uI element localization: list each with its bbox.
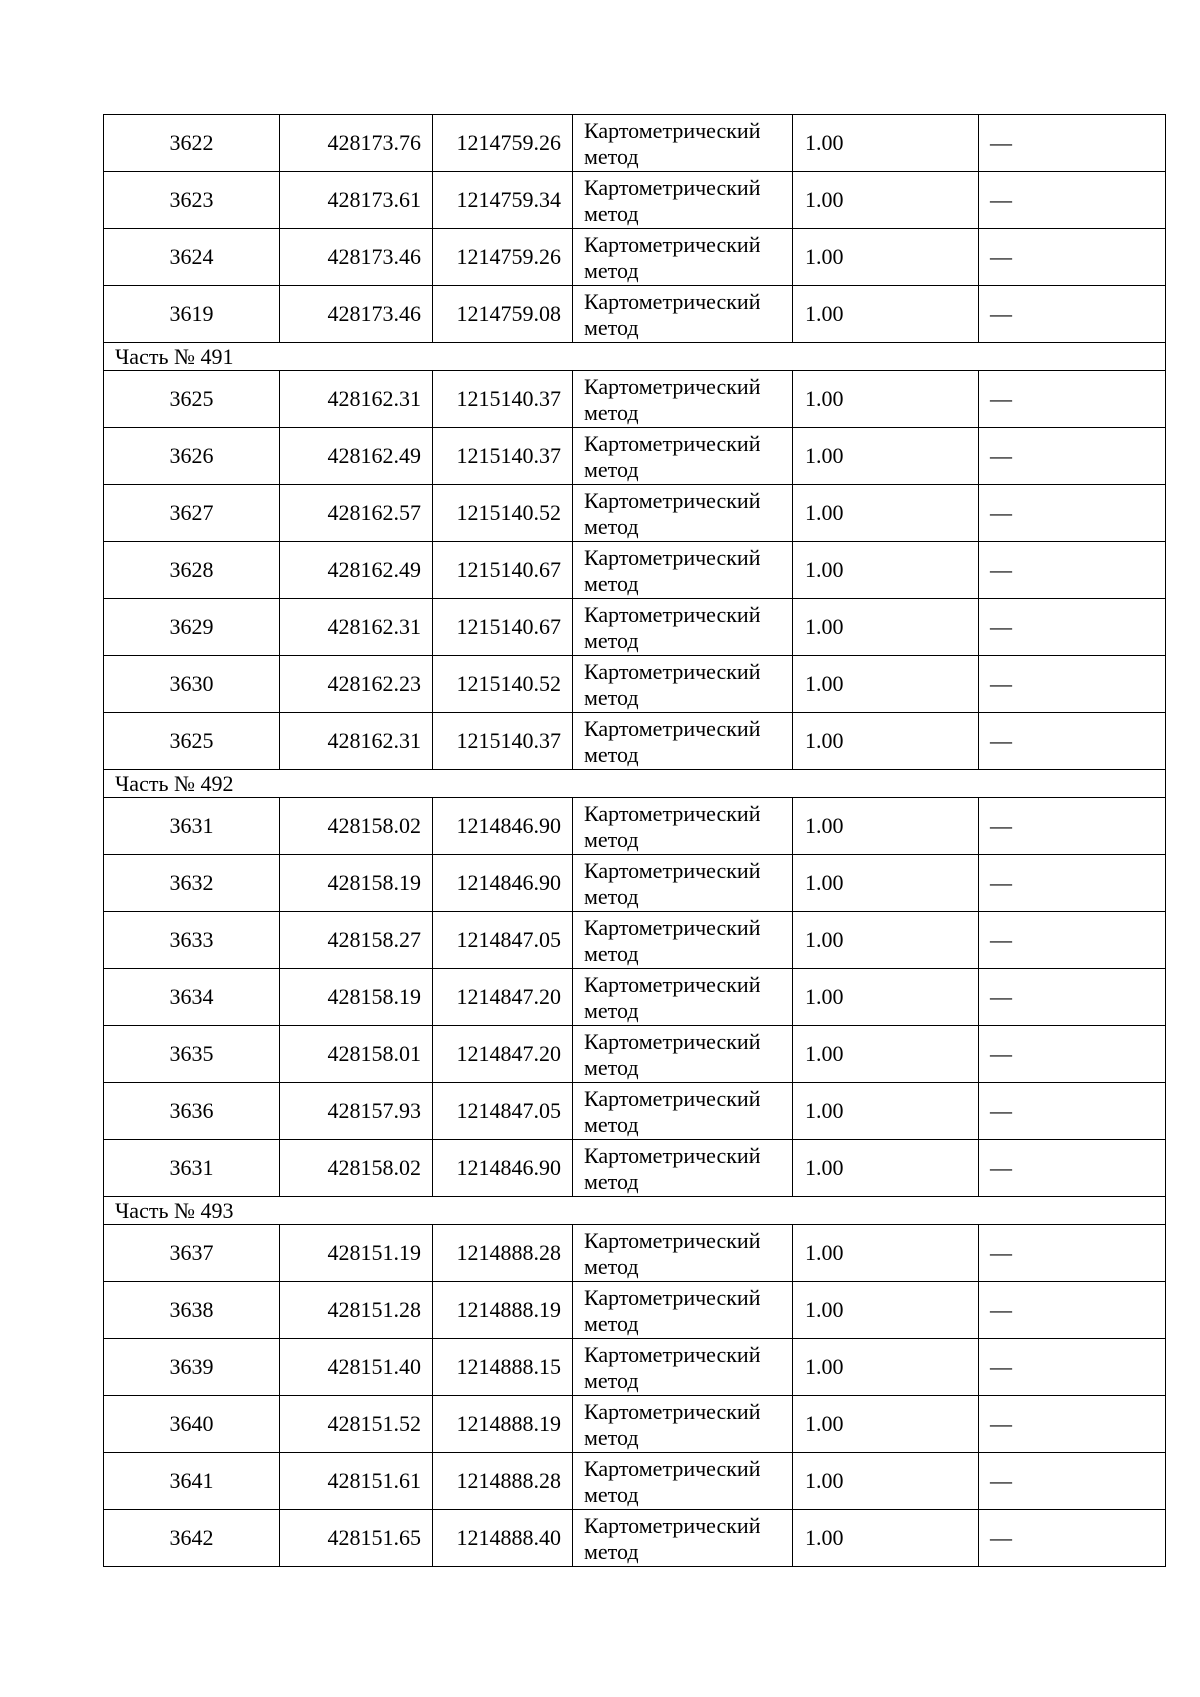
method-line-2: метод bbox=[584, 1368, 639, 1393]
determination-method bbox=[573, 371, 793, 428]
table-row bbox=[104, 172, 1166, 229]
precision-value: 1.00 bbox=[793, 371, 979, 428]
coordinate-x: 428173.46 bbox=[280, 286, 433, 343]
method-line-1: Картометрический bbox=[584, 858, 761, 883]
point-description: — bbox=[979, 1510, 1166, 1567]
method-line-2: метод bbox=[584, 400, 639, 425]
coordinate-y: 1214847.05 bbox=[433, 912, 573, 969]
table-row bbox=[104, 969, 1166, 1026]
point-number: 3628 bbox=[104, 542, 280, 599]
coordinate-y: 1214888.40 bbox=[433, 1510, 573, 1567]
determination-method bbox=[573, 1396, 793, 1453]
determination-method bbox=[573, 969, 793, 1026]
coordinate-y: 1214888.19 bbox=[433, 1396, 573, 1453]
precision-value: 1.00 bbox=[793, 599, 979, 656]
table-row bbox=[104, 1339, 1166, 1396]
method-line-1: Картометрический bbox=[584, 1342, 761, 1367]
point-description: — bbox=[979, 485, 1166, 542]
point-number: 3627 bbox=[104, 485, 280, 542]
table-row bbox=[104, 1453, 1166, 1510]
point-number: 3629 bbox=[104, 599, 280, 656]
method-line-1: Картометрический bbox=[584, 431, 761, 456]
determination-method bbox=[573, 1225, 793, 1282]
method-line-1: Картометрический bbox=[584, 915, 761, 940]
point-description: — bbox=[979, 1225, 1166, 1282]
determination-method bbox=[573, 1282, 793, 1339]
point-number: 3641 bbox=[104, 1453, 280, 1510]
method-line-2: метод bbox=[584, 884, 639, 909]
coordinate-x: 428162.31 bbox=[280, 599, 433, 656]
table-row bbox=[104, 656, 1166, 713]
method-line-1: Картометрический bbox=[584, 801, 761, 826]
point-number: 3636 bbox=[104, 1083, 280, 1140]
determination-method bbox=[573, 599, 793, 656]
coordinate-y: 1214847.05 bbox=[433, 1083, 573, 1140]
table-row bbox=[104, 1396, 1166, 1453]
table-row bbox=[104, 1140, 1166, 1197]
coordinates-table bbox=[103, 114, 1166, 1567]
method-line-2: метод bbox=[584, 571, 639, 596]
method-line-1: Картометрический bbox=[584, 1285, 761, 1310]
table-row bbox=[104, 1026, 1166, 1083]
point-number: 3624 bbox=[104, 229, 280, 286]
precision-value: 1.00 bbox=[793, 798, 979, 855]
coordinate-x: 428162.57 bbox=[280, 485, 433, 542]
coordinate-y: 1214888.28 bbox=[433, 1453, 573, 1510]
precision-value: 1.00 bbox=[793, 1453, 979, 1510]
point-number: 3638 bbox=[104, 1282, 280, 1339]
coordinate-x: 428151.65 bbox=[280, 1510, 433, 1567]
coordinate-y: 1215140.67 bbox=[433, 599, 573, 656]
coordinate-x: 428173.61 bbox=[280, 172, 433, 229]
coordinate-x: 428162.31 bbox=[280, 371, 433, 428]
determination-method bbox=[573, 713, 793, 770]
point-number: 3622 bbox=[104, 115, 280, 172]
method-line-2: метод bbox=[584, 1482, 639, 1507]
method-line-2: метод bbox=[584, 742, 639, 767]
method-line-2: метод bbox=[584, 315, 639, 340]
table-row bbox=[104, 855, 1166, 912]
method-line-2: метод bbox=[584, 685, 639, 710]
point-number: 3623 bbox=[104, 172, 280, 229]
section-label: Часть № 492 bbox=[104, 770, 1166, 798]
precision-value: 1.00 bbox=[793, 485, 979, 542]
point-number: 3634 bbox=[104, 969, 280, 1026]
precision-value: 1.00 bbox=[793, 1083, 979, 1140]
method-line-2: метод bbox=[584, 1425, 639, 1450]
method-line-1: Картометрический bbox=[584, 1143, 761, 1168]
point-number: 3619 bbox=[104, 286, 280, 343]
precision-value: 1.00 bbox=[793, 1140, 979, 1197]
point-description: — bbox=[979, 286, 1166, 343]
point-number: 3632 bbox=[104, 855, 280, 912]
determination-method bbox=[573, 1140, 793, 1197]
determination-method bbox=[573, 1510, 793, 1567]
table-row bbox=[104, 1282, 1166, 1339]
point-description: — bbox=[979, 371, 1166, 428]
table-row bbox=[104, 912, 1166, 969]
method-line-2: метод bbox=[584, 941, 639, 966]
method-line-1: Картометрический bbox=[584, 1456, 761, 1481]
coordinate-y: 1214888.15 bbox=[433, 1339, 573, 1396]
coordinate-x: 428158.27 bbox=[280, 912, 433, 969]
point-number: 3631 bbox=[104, 1140, 280, 1197]
method-line-1: Картометрический bbox=[584, 175, 761, 200]
method-line-1: Картометрический bbox=[584, 488, 761, 513]
precision-value: 1.00 bbox=[793, 1339, 979, 1396]
coordinate-y: 1215140.52 bbox=[433, 485, 573, 542]
coordinate-y: 1214846.90 bbox=[433, 855, 573, 912]
coordinate-y: 1214759.26 bbox=[433, 229, 573, 286]
method-line-1: Картометрический bbox=[584, 716, 761, 741]
method-line-1: Картометрический bbox=[584, 1399, 761, 1424]
point-number: 3625 bbox=[104, 371, 280, 428]
coordinate-x: 428162.49 bbox=[280, 542, 433, 599]
point-number: 3642 bbox=[104, 1510, 280, 1567]
coordinate-x: 428157.93 bbox=[280, 1083, 433, 1140]
method-line-1: Картометрический bbox=[584, 289, 761, 314]
method-line-1: Картометрический bbox=[584, 545, 761, 570]
method-line-2: метод bbox=[584, 201, 639, 226]
point-description: — bbox=[979, 1282, 1166, 1339]
method-line-1: Картометрический bbox=[584, 118, 761, 143]
point-description: — bbox=[979, 542, 1166, 599]
coordinate-y: 1214759.34 bbox=[433, 172, 573, 229]
method-line-2: метод bbox=[584, 258, 639, 283]
precision-value: 1.00 bbox=[793, 969, 979, 1026]
point-description: — bbox=[979, 1026, 1166, 1083]
point-description: — bbox=[979, 428, 1166, 485]
determination-method bbox=[573, 912, 793, 969]
determination-method bbox=[573, 656, 793, 713]
coordinate-y: 1214759.26 bbox=[433, 115, 573, 172]
coordinate-x: 428158.19 bbox=[280, 855, 433, 912]
coordinate-x: 428158.02 bbox=[280, 1140, 433, 1197]
method-line-2: метод bbox=[584, 457, 639, 482]
coordinate-x: 428158.02 bbox=[280, 798, 433, 855]
method-line-1: Картометрический bbox=[584, 1228, 761, 1253]
point-description: — bbox=[979, 115, 1166, 172]
precision-value: 1.00 bbox=[793, 855, 979, 912]
determination-method bbox=[573, 1026, 793, 1083]
coordinate-x: 428151.19 bbox=[280, 1225, 433, 1282]
table-row bbox=[104, 229, 1166, 286]
coordinate-y: 1215140.37 bbox=[433, 371, 573, 428]
determination-method bbox=[573, 172, 793, 229]
point-description: — bbox=[979, 798, 1166, 855]
method-line-2: метод bbox=[584, 827, 639, 852]
determination-method bbox=[573, 229, 793, 286]
point-number: 3625 bbox=[104, 713, 280, 770]
coordinate-y: 1214847.20 bbox=[433, 969, 573, 1026]
precision-value: 1.00 bbox=[793, 1026, 979, 1083]
section-label: Часть № 493 bbox=[104, 1197, 1166, 1225]
coordinate-x: 428158.01 bbox=[280, 1026, 433, 1083]
coordinate-y: 1214846.90 bbox=[433, 798, 573, 855]
coordinate-x: 428162.49 bbox=[280, 428, 433, 485]
table-row bbox=[104, 713, 1166, 770]
method-line-2: метод bbox=[584, 144, 639, 169]
point-description: — bbox=[979, 855, 1166, 912]
method-line-2: метод bbox=[584, 1539, 639, 1564]
method-line-1: Картометрический bbox=[584, 602, 761, 627]
coordinate-x: 428151.52 bbox=[280, 1396, 433, 1453]
method-line-2: метод bbox=[584, 1169, 639, 1194]
table-row bbox=[104, 599, 1166, 656]
table-row bbox=[104, 428, 1166, 485]
point-description: — bbox=[979, 1453, 1166, 1510]
method-line-2: метод bbox=[584, 1254, 639, 1279]
precision-value: 1.00 bbox=[793, 172, 979, 229]
coordinate-x: 428162.23 bbox=[280, 656, 433, 713]
point-number: 3637 bbox=[104, 1225, 280, 1282]
table-row bbox=[104, 798, 1166, 855]
coordinates-table-body bbox=[104, 115, 1166, 1567]
table-row bbox=[104, 371, 1166, 428]
point-description: — bbox=[979, 229, 1166, 286]
precision-value: 1.00 bbox=[793, 229, 979, 286]
method-line-1: Картометрический bbox=[584, 232, 761, 257]
method-line-2: метод bbox=[584, 514, 639, 539]
precision-value: 1.00 bbox=[793, 286, 979, 343]
determination-method bbox=[573, 798, 793, 855]
coordinate-y: 1214888.28 bbox=[433, 1225, 573, 1282]
method-line-1: Картометрический bbox=[584, 972, 761, 997]
precision-value: 1.00 bbox=[793, 115, 979, 172]
coordinate-x: 428151.40 bbox=[280, 1339, 433, 1396]
point-description: — bbox=[979, 1140, 1166, 1197]
point-number: 3626 bbox=[104, 428, 280, 485]
determination-method bbox=[573, 855, 793, 912]
method-line-2: метод bbox=[584, 998, 639, 1023]
determination-method bbox=[573, 1339, 793, 1396]
method-line-2: метод bbox=[584, 628, 639, 653]
precision-value: 1.00 bbox=[793, 1282, 979, 1339]
precision-value: 1.00 bbox=[793, 542, 979, 599]
method-line-1: Картометрический bbox=[584, 659, 761, 684]
section-header-row bbox=[104, 1197, 1166, 1225]
method-line-1: Картометрический bbox=[584, 1513, 761, 1538]
coordinate-x: 428173.46 bbox=[280, 229, 433, 286]
precision-value: 1.00 bbox=[793, 1225, 979, 1282]
table-row bbox=[104, 1083, 1166, 1140]
method-line-1: Картометрический bbox=[584, 1086, 761, 1111]
coordinate-x: 428151.28 bbox=[280, 1282, 433, 1339]
point-description: — bbox=[979, 969, 1166, 1026]
section-header-row bbox=[104, 343, 1166, 371]
coordinate-x: 428173.76 bbox=[280, 115, 433, 172]
table-row bbox=[104, 485, 1166, 542]
coordinate-y: 1214847.20 bbox=[433, 1026, 573, 1083]
precision-value: 1.00 bbox=[793, 1510, 979, 1567]
point-description: — bbox=[979, 912, 1166, 969]
coordinate-x: 428162.31 bbox=[280, 713, 433, 770]
section-label: Часть № 491 bbox=[104, 343, 1166, 371]
coordinate-y: 1215140.67 bbox=[433, 542, 573, 599]
table-row bbox=[104, 1225, 1166, 1282]
point-number: 3639 bbox=[104, 1339, 280, 1396]
coordinate-y: 1214759.08 bbox=[433, 286, 573, 343]
precision-value: 1.00 bbox=[793, 428, 979, 485]
precision-value: 1.00 bbox=[793, 1396, 979, 1453]
coordinate-y: 1215140.37 bbox=[433, 428, 573, 485]
table-row bbox=[104, 1510, 1166, 1567]
point-description: — bbox=[979, 656, 1166, 713]
precision-value: 1.00 bbox=[793, 656, 979, 713]
precision-value: 1.00 bbox=[793, 912, 979, 969]
point-description: — bbox=[979, 599, 1166, 656]
method-line-2: метод bbox=[584, 1055, 639, 1080]
method-line-2: метод bbox=[584, 1311, 639, 1336]
method-line-2: метод bbox=[584, 1112, 639, 1137]
coordinate-x: 428158.19 bbox=[280, 969, 433, 1026]
point-description: — bbox=[979, 1396, 1166, 1453]
table-row bbox=[104, 286, 1166, 343]
determination-method bbox=[573, 485, 793, 542]
table-row bbox=[104, 115, 1166, 172]
point-description: — bbox=[979, 713, 1166, 770]
point-number: 3640 bbox=[104, 1396, 280, 1453]
method-line-1: Картометрический bbox=[584, 374, 761, 399]
point-description: — bbox=[979, 1083, 1166, 1140]
determination-method bbox=[573, 1083, 793, 1140]
method-line-1: Картометрический bbox=[584, 1029, 761, 1054]
coordinate-y: 1215140.52 bbox=[433, 656, 573, 713]
point-number: 3633 bbox=[104, 912, 280, 969]
coordinate-y: 1214888.19 bbox=[433, 1282, 573, 1339]
determination-method bbox=[573, 286, 793, 343]
coordinate-y: 1214846.90 bbox=[433, 1140, 573, 1197]
table-row bbox=[104, 542, 1166, 599]
point-description: — bbox=[979, 172, 1166, 229]
section-header-row bbox=[104, 770, 1166, 798]
point-number: 3630 bbox=[104, 656, 280, 713]
precision-value: 1.00 bbox=[793, 713, 979, 770]
determination-method bbox=[573, 115, 793, 172]
determination-method bbox=[573, 428, 793, 485]
coordinate-x: 428151.61 bbox=[280, 1453, 433, 1510]
determination-method bbox=[573, 542, 793, 599]
determination-method bbox=[573, 1453, 793, 1510]
point-description: — bbox=[979, 1339, 1166, 1396]
coordinate-y: 1215140.37 bbox=[433, 713, 573, 770]
point-number: 3631 bbox=[104, 798, 280, 855]
point-number: 3635 bbox=[104, 1026, 280, 1083]
